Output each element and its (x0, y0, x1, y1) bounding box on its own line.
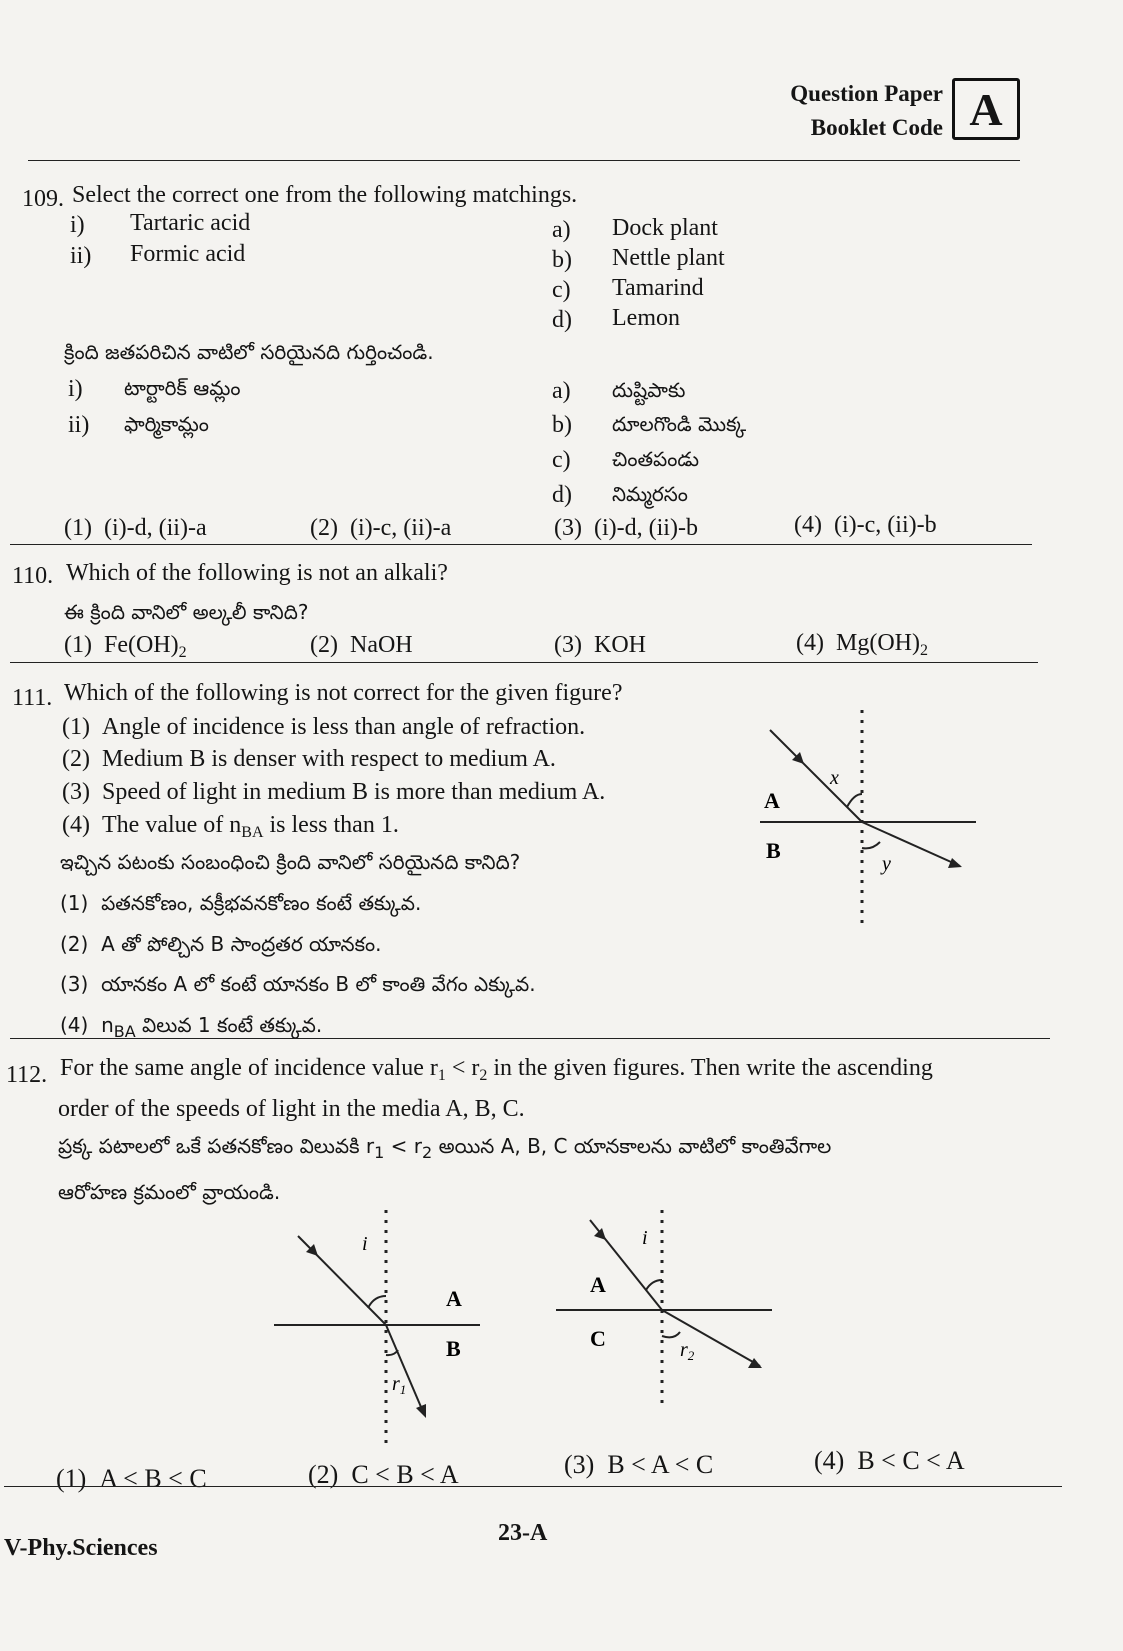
match-right-num: b) (552, 247, 572, 273)
question-text-telugu: ప్రక్క పటాలలో ఒకే పతనకోణం విలువకి $r_1 < r_2$ అయిన A, B, C యానకాలను వాటిలో కాంతివేగాల (58, 1134, 832, 1162)
question-text-telugu-line2: ఆరోహణ క్రమంలో వ్రాయండి. (58, 1180, 281, 1204)
option-3[interactable]: (3) Speed of light in medium B is more than medium A. (62, 779, 606, 805)
option-1[interactable]: (1) $Fe(OH)_2$ (64, 632, 187, 661)
match-right-num: c) (552, 447, 571, 473)
question-number: 111. (12, 685, 53, 711)
angle-x-arc (847, 794, 862, 807)
header-line2: Booklet Code (810, 115, 943, 140)
question-text-telugu: ఈ క్రింది వానిలో అల్కలీ కానిది? (64, 600, 309, 624)
booklet-code-box (952, 78, 1020, 140)
refracted-arrowhead (416, 1404, 426, 1418)
question-text: Select the correct one from the following matchings. (72, 182, 578, 208)
refracted-ray (386, 1325, 424, 1414)
match-left-num: ii) (68, 412, 90, 438)
option-1[interactable]: (1) Angle of incidence is less than angle of refraction. (62, 714, 586, 740)
question-number: 109. (22, 186, 64, 212)
match-right-text: Nettle plant (612, 245, 725, 271)
angle-r-label: $r_1$ (392, 1373, 407, 1397)
match-right-num: a) (552, 378, 571, 404)
angle-r-arc (662, 1332, 680, 1337)
option-4-telugu[interactable]: (4) $n_{BA}$ విలువ 1 కంటే తక్కువ. (60, 1013, 323, 1041)
question-divider (10, 544, 1032, 545)
question-number: 112. (6, 1062, 48, 1088)
question-text: Which of the following is not correct for the given figure? (64, 680, 623, 706)
booklet-code: A (969, 83, 1003, 135)
option-4[interactable]: (4) The value of $n_{BA}$ is less than 1. (62, 812, 399, 841)
match-right-num: c) (552, 277, 571, 303)
question-text-line2: order of the speeds of light in the media A, B, C. (58, 1096, 525, 1122)
label-top: A (446, 1286, 462, 1311)
angle-i-arc (368, 1296, 386, 1308)
label-a: A (764, 788, 780, 813)
match-right-text-telugu: దుష్టిపాకు (612, 378, 686, 402)
option-2[interactable]: (2) (i)-c, (ii)-a (310, 515, 452, 541)
match-right-text: Tamarind (612, 275, 704, 301)
option-2[interactable]: (2) NaOH (310, 632, 413, 658)
question-divider (4, 1486, 1062, 1487)
option-4[interactable]: (4) (i)-c, (ii)-b (794, 512, 937, 538)
angle-i-label: i (642, 1227, 648, 1249)
label-bottom: C (590, 1326, 606, 1351)
refraction-figure (740, 700, 1000, 940)
question-text-telugu: క్రింది జతపరిచిన వాటిలో సరియైనది గుర్తించండి. (64, 340, 434, 364)
refraction-figure-1 (270, 1200, 490, 1460)
match-left-num: i) (68, 376, 83, 402)
incident-arrowhead (594, 1228, 606, 1240)
match-right-num: a) (552, 217, 571, 243)
option-1-telugu[interactable]: (1) పతనకోణం, వక్రీభవనకోణం కంటే తక్కువ. (60, 891, 422, 915)
option-2[interactable]: (2) C < B < A (308, 1460, 459, 1489)
question-number: 110. (12, 563, 54, 589)
match-left-num: ii) (70, 243, 92, 269)
option-3[interactable]: (3) B < A < C (564, 1450, 714, 1479)
question-divider (10, 662, 1038, 663)
match-right-text: Lemon (612, 305, 680, 331)
angle-x-label: x (830, 767, 839, 789)
angle-y-arc (862, 842, 880, 848)
match-right-text-telugu: చింతపండు (612, 447, 700, 471)
match-right-num: b) (552, 412, 572, 438)
match-left-text-telugu: టార్టారిక్ ఆమ్లం (124, 376, 241, 400)
match-right-num: d) (552, 307, 572, 333)
match-left-text: Formic acid (130, 241, 246, 267)
match-right-text: Dock plant (612, 215, 718, 241)
angle-r-arc (386, 1350, 398, 1355)
refracted-arrowhead (948, 858, 962, 868)
angle-i-label: i (362, 1233, 368, 1255)
label-b: B (766, 838, 781, 863)
option-2[interactable]: (2) Medium B is denser with respect to medium A. (62, 746, 556, 772)
option-2-telugu[interactable]: (2) A తో పోల్చిన B సాంద్రతర యానకం. (60, 932, 382, 956)
match-right-num: d) (552, 482, 572, 508)
option-1[interactable]: (1) (i)-d, (ii)-a (64, 515, 207, 541)
option-3[interactable]: (3) (i)-d, (ii)-b (554, 515, 698, 541)
header-line1: Question Paper (790, 81, 943, 106)
label-top: A (590, 1272, 606, 1297)
match-right-text-telugu: నిమ్మరసం (612, 482, 688, 506)
option-4[interactable]: (4) $Mg(OH)_2$ (796, 630, 928, 659)
question-text: For the same angle of incidence value $r_1 < r_2$ in the given figures. Then write the ascending (60, 1055, 933, 1084)
angle-y-label: y (882, 853, 891, 875)
footer-page-number: 23-A (498, 1520, 548, 1546)
question-text-telugu: ఇచ్చిన పటంకు సంబంధించి క్రింది వానిలో సరియైనది కానిది? (60, 850, 521, 874)
footer-subject: V-Phy.Sciences (4, 1535, 158, 1561)
refracted-ray (662, 1310, 760, 1366)
angle-r-label: $r_2$ (680, 1339, 695, 1363)
question-text: Which of the following is not an alkali? (66, 560, 448, 586)
match-left-text: Tartaric acid (130, 210, 251, 236)
angle-i-arc (646, 1280, 662, 1290)
match-left-text-telugu: ఫార్మికామ్లం (124, 412, 209, 436)
option-3[interactable]: (3) KOH (554, 632, 646, 658)
match-right-text-telugu: దూలగొండి మొక్క (612, 412, 747, 436)
incident-ray (770, 730, 862, 822)
match-left-num: i) (70, 212, 85, 238)
option-4[interactable]: (4) B < C < A (814, 1446, 965, 1475)
refraction-figure-2 (550, 1200, 780, 1420)
booklet-code-label (790, 77, 943, 145)
header-divider (28, 160, 1020, 161)
option-1[interactable]: (1) A < B < C (56, 1464, 207, 1493)
label-bottom: B (446, 1336, 461, 1361)
question-divider (10, 1038, 1050, 1039)
option-3-telugu[interactable]: (3) యానకం A లో కంటే యానకం B లో కాంతి వేగం ఎక్కువ. (60, 972, 536, 996)
